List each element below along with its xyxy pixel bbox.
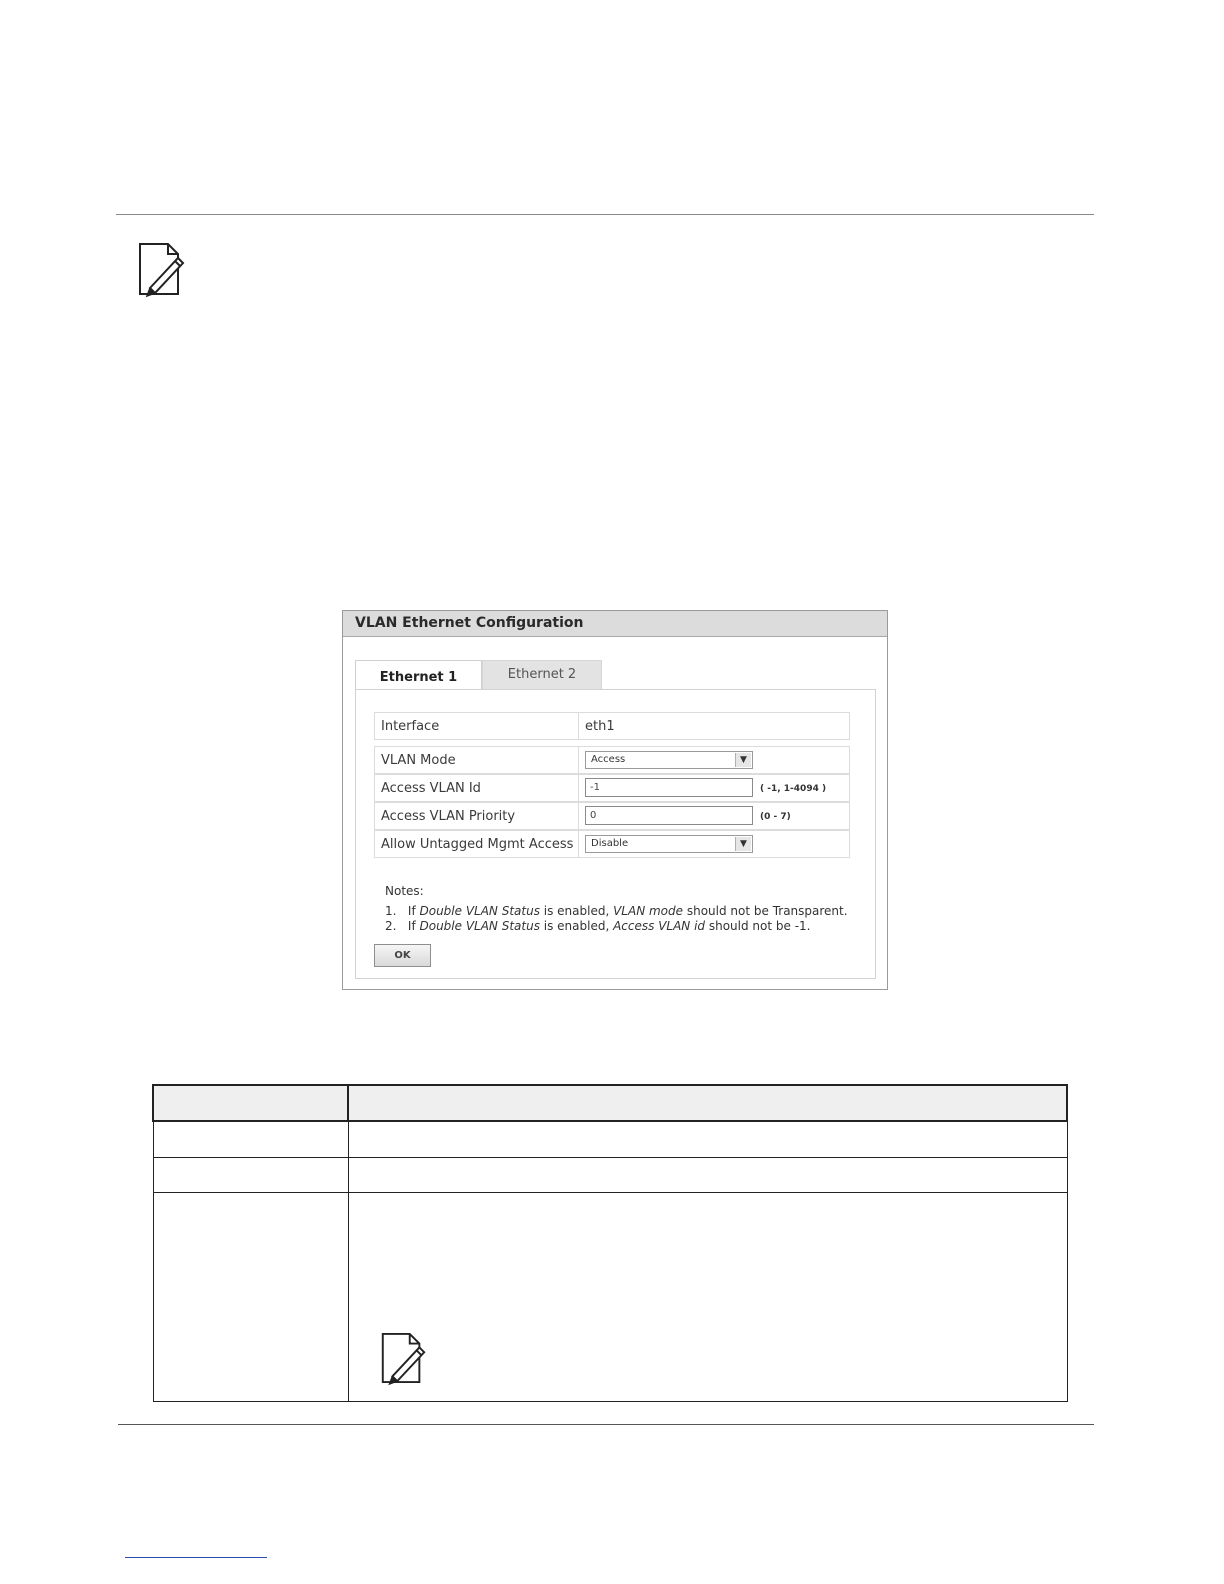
interface-label: Interface xyxy=(381,719,440,734)
footer-rule xyxy=(118,1424,1094,1425)
interface-value: eth1 xyxy=(585,719,615,734)
table-row xyxy=(153,1193,1067,1402)
vlan-mode-label: VLAN Mode xyxy=(381,753,456,768)
parameter-table xyxy=(152,1084,1068,1402)
access-vlan-priority-input[interactable]: 0 xyxy=(585,806,753,825)
table-header-row xyxy=(153,1085,1067,1121)
vlan-mode-row xyxy=(374,746,850,774)
access-vlan-id-range: ( -1, 1-4094 ) xyxy=(760,784,827,794)
table-header-cell xyxy=(348,1085,1067,1121)
note-item-2: 2. If Double VLAN Status is enabled, Access VLAN id should not be -1. xyxy=(385,919,811,933)
chevron-down-icon: ▼ xyxy=(735,837,751,851)
table-row xyxy=(153,1121,1067,1158)
tab-ethernet-2[interactable]: Ethernet 2 xyxy=(482,660,602,690)
allow-untagged-selected: Disable xyxy=(591,838,629,849)
vlan-mode-select[interactable] xyxy=(585,751,753,769)
header-rule xyxy=(116,214,1094,215)
allow-untagged-row xyxy=(374,830,850,858)
table-row xyxy=(153,1158,1067,1193)
note-pencil-icon xyxy=(377,1330,429,1386)
vlan-mode-selected: Access xyxy=(591,754,626,765)
vlan-ethernet-config-panel xyxy=(342,610,888,990)
access-vlan-id-label: Access VLAN Id xyxy=(381,781,481,796)
chevron-down-icon: ▼ xyxy=(735,753,751,767)
allow-untagged-label: Allow Untagged Mgmt Access xyxy=(381,837,574,852)
note-item-1: 1. If Double VLAN Status is enabled, VLAN mode should not be Transparent. xyxy=(385,904,848,918)
access-vlan-id-row xyxy=(374,774,850,802)
tab-content xyxy=(355,689,876,979)
access-vlan-priority-range: (0 - 7) xyxy=(760,812,791,822)
tab-ethernet-1[interactable]: Ethernet 1 xyxy=(355,660,482,690)
interface-row xyxy=(374,712,850,740)
note-pencil-icon xyxy=(134,240,188,298)
access-vlan-id-input[interactable]: -1 xyxy=(585,778,753,797)
allow-untagged-select[interactable] xyxy=(585,835,753,853)
access-vlan-priority-label: Access VLAN Priority xyxy=(381,809,516,824)
access-vlan-priority-row xyxy=(374,802,850,830)
table-header-cell xyxy=(153,1085,348,1121)
footer-link-underline xyxy=(125,1557,267,1558)
panel-title: VLAN Ethernet Configuration xyxy=(343,611,887,637)
ok-button[interactable]: OK xyxy=(374,944,431,967)
notes-heading: Notes: xyxy=(385,884,424,898)
